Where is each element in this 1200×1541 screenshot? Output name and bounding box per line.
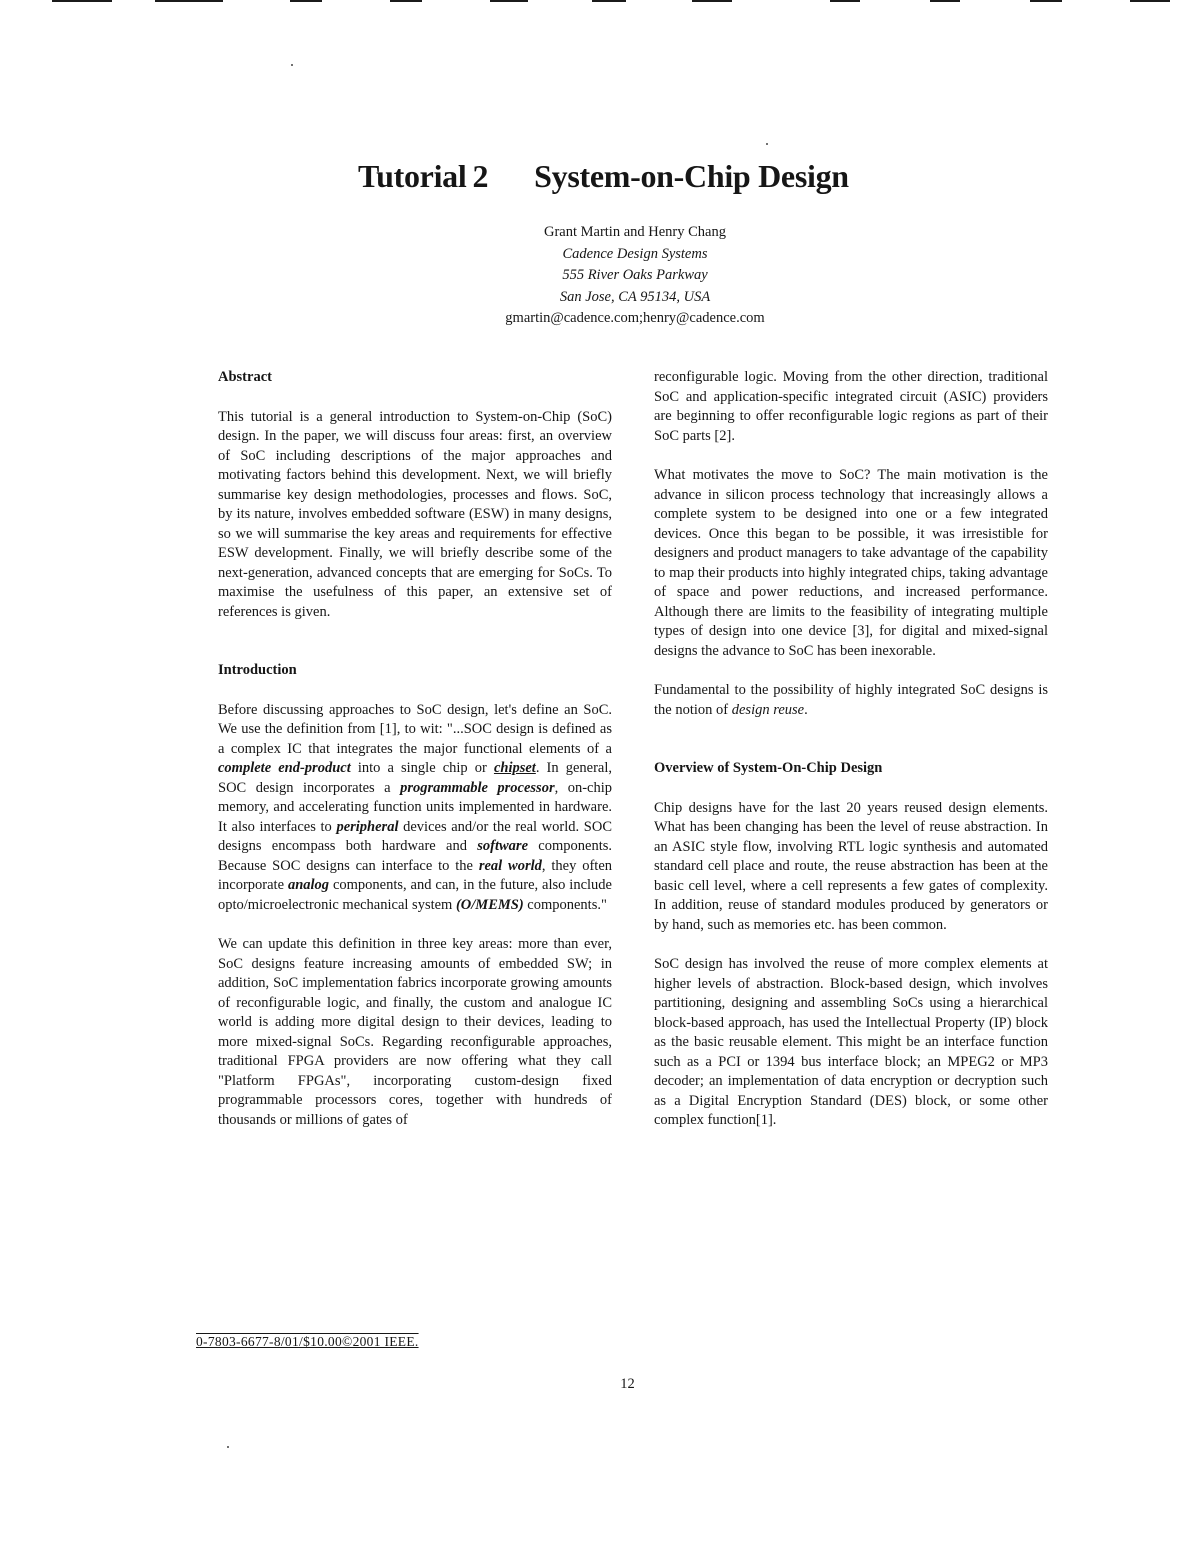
- emphasis-complete-end-product: complete end-product: [218, 760, 351, 776]
- emphasis-analog: analog: [287, 877, 330, 893]
- title-label: Tutorial: [358, 158, 467, 194]
- design-reuse-paragraph: Fundamental to the possibility of highly integrated SoC designs is the notion of design reuse.: [654, 682, 1048, 718]
- author-names: Grant Martin and Henry Chang: [543, 224, 726, 240]
- author-emails: gmartin@cadence.com;henry@cadence.com: [505, 310, 765, 326]
- abstract-text: This tutorial is a general introduction to System-on-Chip (SoC) design. In the paper, we will discuss four areas: first, an overview of SoC including descriptions of the major approaches and motivating factors behind this development. Next, we will briefly summarise key design methodologies, processes and flows. SoC, by its nature, involves embedded software (ESW) in many designs, so we will summarise the key areas and requirements for effective ESW development. Finally, we will briefly describe some of the next-generation, advanced concepts that are emerging for SoCs. To maximise the usefulness of this paper, an extensive set of references is given.: [218, 408, 612, 620]
- author-street: 555 River Oaks Parkway: [562, 267, 708, 283]
- left-column: [218, 368, 612, 1130]
- scan-speck: [766, 143, 768, 145]
- author-organization: Cadence Design Systems: [562, 245, 708, 262]
- emphasis-chipset: chipset: [493, 760, 536, 776]
- right-column: [654, 368, 1048, 1131]
- overview-paragraph-2: SoC design has involved the reuse of more complex elements at higher levels of abstraction. Block-based design, which involves partitioning, designing and assembling SoCs using a hierarchical block-based approach, has used the Intellectual Property (IP) block as the basic reusable element. This might be an interface function such as a PCI or 1394 bus interface block; an MPEG2 or MP3 decoder; an implementation of data encryption or decryption such as a Digital Encryption Standard (DES) block, or some other complex function[1].: [654, 956, 1048, 1128]
- introduction-paragraph-2: We can update this definition in three key areas: more than ever, SoC designs feature increasing amounts of embedded SW; in addition, SoC implementation fabrics incorporate growing amounts of reconfigurable logic, and finally, the custom and analogue IC world is adding more digital design to their devices, leading to more mixed-signal SoCs. Regarding reconfigurable approaches, traditional FPGA providers are now offering what they call "Platform FPGAs", incorporating custom-design fixed programmable processors cores, together with hundreds of thousands or millions of gates of: [218, 936, 612, 1128]
- overview-paragraph-1: Chip designs have for the last 20 years reused design elements. What has been changing has been the level of reuse abstraction. In an ASIC style flow, involving RTL logic synthesis and automated standard cell place and route, the reuse abstraction has been at the basic cell level, where a cell represents a few gates of complexity. In addition, reuse of standard modules produced by generators or by hand, such as memories etc. has been common.: [654, 799, 1048, 933]
- scan-speck: [227, 1446, 229, 1448]
- introduction-paragraph-1: Before discussing approaches to SoC design, let's define an SoC. We use the definition from [1], to wit: "...SOC design is defined as a complex IC that integrates the major functional elements of a complete end-product into a single chip or chipset. In general, SOC design incorporates a programmable processor, on-chip memory, and accelerating function units implemented in hardware. It also interfaces to peripheral devices and/or the real world. SOC designs encompass both hardware and software components. Because SOC designs can interface to the real world, they often incorporate analog components, and can, in the future, also include opto/microelectronic mechanical system (O/MEMS) components.": [218, 701, 613, 913]
- copyright-id: 0-7803-6677-8/01/$10.00©2001 IEEE.: [196, 1334, 419, 1349]
- introduction-heading: Introduction: [218, 662, 297, 678]
- page-number: 12: [620, 1376, 635, 1392]
- paper-title: [358, 158, 958, 195]
- abstract-heading: Abstract: [218, 369, 272, 385]
- emphasis-programmable-processor: programmable processor: [400, 779, 555, 796]
- right-paragraph-0: reconfigurable logic. Moving from the other direction, traditional SoC and application-specific integrated circuit (ASIC) providers are beginning to offer reconfigurable logic regions as part of their SoC parts [2].: [654, 369, 1048, 444]
- emphasis-real-world: real world: [478, 857, 542, 874]
- overview-heading: Overview of System-On-Chip Design: [654, 760, 883, 776]
- scan-speck: [291, 64, 293, 66]
- author-block: [0, 222, 1200, 330]
- emphasis-omems: (O/MEMS): [455, 896, 524, 913]
- motivation-paragraph: What motivates the move to SoC? The main motivation is the advance in silicon process technology that increasingly allows a complete system to be designed into one or a few integrated devices. Once this began to be possible, it was irresistible for designers and product managers to take advantage of the capability to map their products into highly integrated chips, taking advantage of space and power reductions, and increased performance. Although there are limits to the feasibility of integrating multiple types of design into one device [3], for digital and mixed-signal designs the advance to SoC has been inexorable.: [654, 467, 1048, 659]
- emphasis-design-reuse: design reuse: [731, 701, 805, 718]
- title-number: 2: [472, 158, 489, 194]
- author-city: San Jose, CA 95134, USA: [559, 288, 711, 305]
- title-text: System-on-Chip Design: [534, 158, 849, 194]
- scan-edge-marks: [0, 0, 1200, 20]
- emphasis-software: software: [477, 838, 528, 854]
- emphasis-peripheral: peripheral: [336, 818, 399, 835]
